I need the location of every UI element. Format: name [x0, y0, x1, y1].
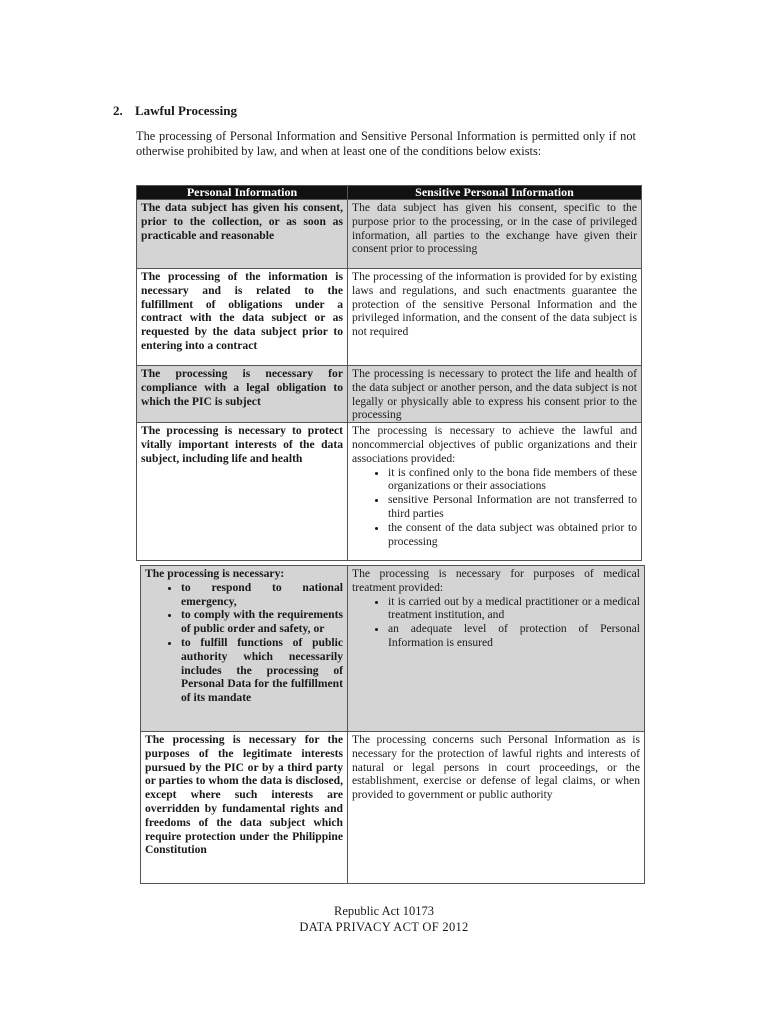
pi-cell: The data subject has given his consent, prior to the collection, or as soon as practicable and reasonable	[137, 200, 348, 269]
lawful-processing-table-continued	[140, 565, 645, 884]
column-header-sensitive-personal-information: Sensitive Personal Information	[348, 186, 642, 200]
pi-cell: The processing of the information is necessary and is related to the fulfillment of obligations under a contract with the data subject or as requested by the data subject prior to entering into a contract	[137, 269, 348, 366]
list-item: • an adequate level of protection of Personal Information is ensured	[388, 622, 640, 650]
spi-cell	[348, 423, 642, 561]
spi-cell	[348, 566, 645, 732]
pi-cell	[141, 566, 348, 732]
list-item: • to comply with the requirements of public order and safety, or	[181, 608, 343, 636]
pi-bullet-list	[145, 581, 343, 705]
table-row	[137, 366, 642, 423]
pi-cell-text: The processing is necessary:	[145, 567, 285, 580]
list-item: • the consent of the data subject was obtained prior to processing	[388, 521, 637, 549]
section-intro: The processing of Personal Information and Sensitive Personal Information is permitted only if not otherwise prohibited by law, and when at least one of the conditions below exists:	[136, 129, 636, 158]
table-row	[137, 423, 642, 561]
table-row	[137, 200, 642, 269]
spi-cell: The processing of the information is provided for by existing laws and regulations, and such enactments guarantee the protection of the sensitive Personal Information and the privileged information, and the consent of the data subject is not required	[348, 269, 642, 366]
table-row	[141, 566, 645, 732]
lawful-processing-table	[136, 185, 642, 561]
table-row	[141, 732, 645, 884]
pi-cell: The processing is necessary for the purposes of the legitimate interests pursued by the PIC or by a third party or parties to whom the data is disclosed, except where such interests are overridden by fundamental rights and freedoms of the data subject which require protection under the Philippine Constitution	[141, 732, 348, 884]
list-item: • it is confined only to the bona fide members of these organizations or their associations	[388, 466, 637, 494]
spi-cell: The processing is necessary to protect the life and health of the data subject or another person, and the data subject is not legally or physically able to express his consent prior to the processing	[348, 366, 642, 423]
table-header-row	[137, 186, 642, 200]
section-number: 2.	[113, 103, 123, 118]
list-item: • it is carried out by a medical practitioner or a medical treatment institution, and	[388, 595, 640, 623]
pi-cell: The processing is necessary to protect vitally important interests of the data subject, including life and health	[137, 423, 348, 561]
spi-cell: The processing concerns such Personal Information as is necessary for the protection of lawful rights and interests of natural or legal persons in court proceedings, or the establishment, exercise or defense of legal claims, or when provided to government or public authority	[348, 732, 645, 884]
list-item: • to respond to national emergency,	[181, 581, 343, 609]
column-header-personal-information: Personal Information	[137, 186, 348, 200]
spi-bullet-list	[352, 466, 637, 549]
list-item: • to fulfill functions of public authority which necessarily includes the processing of Personal Data for the fulfillment of its mandate	[181, 636, 343, 705]
spi-cell: The data subject has given his consent, specific to the purpose prior to the processing, or in the case of privileged information, all parties to the exchange have given their consent prior to processing	[348, 200, 642, 269]
pi-cell: The processing is necessary for compliance with a legal obligation to which the PIC is subject	[137, 366, 348, 423]
footer-act-title: DATA PRIVACY ACT OF 2012	[299, 920, 469, 934]
footer-act-number: Republic Act 10173	[334, 904, 434, 918]
section-title: Lawful Processing	[135, 103, 237, 118]
spi-bullet-list	[352, 595, 640, 650]
section-heading	[113, 103, 237, 119]
list-item: • sensitive Personal Information are not transferred to third parties	[388, 493, 637, 521]
table-row	[137, 269, 642, 366]
spi-cell-text: The processing is necessary for purposes of medical treatment provided:	[352, 567, 640, 594]
spi-cell-text: The processing is necessary to achieve the lawful and noncommercial objectives of public organizations and their associations provided:	[352, 424, 637, 465]
